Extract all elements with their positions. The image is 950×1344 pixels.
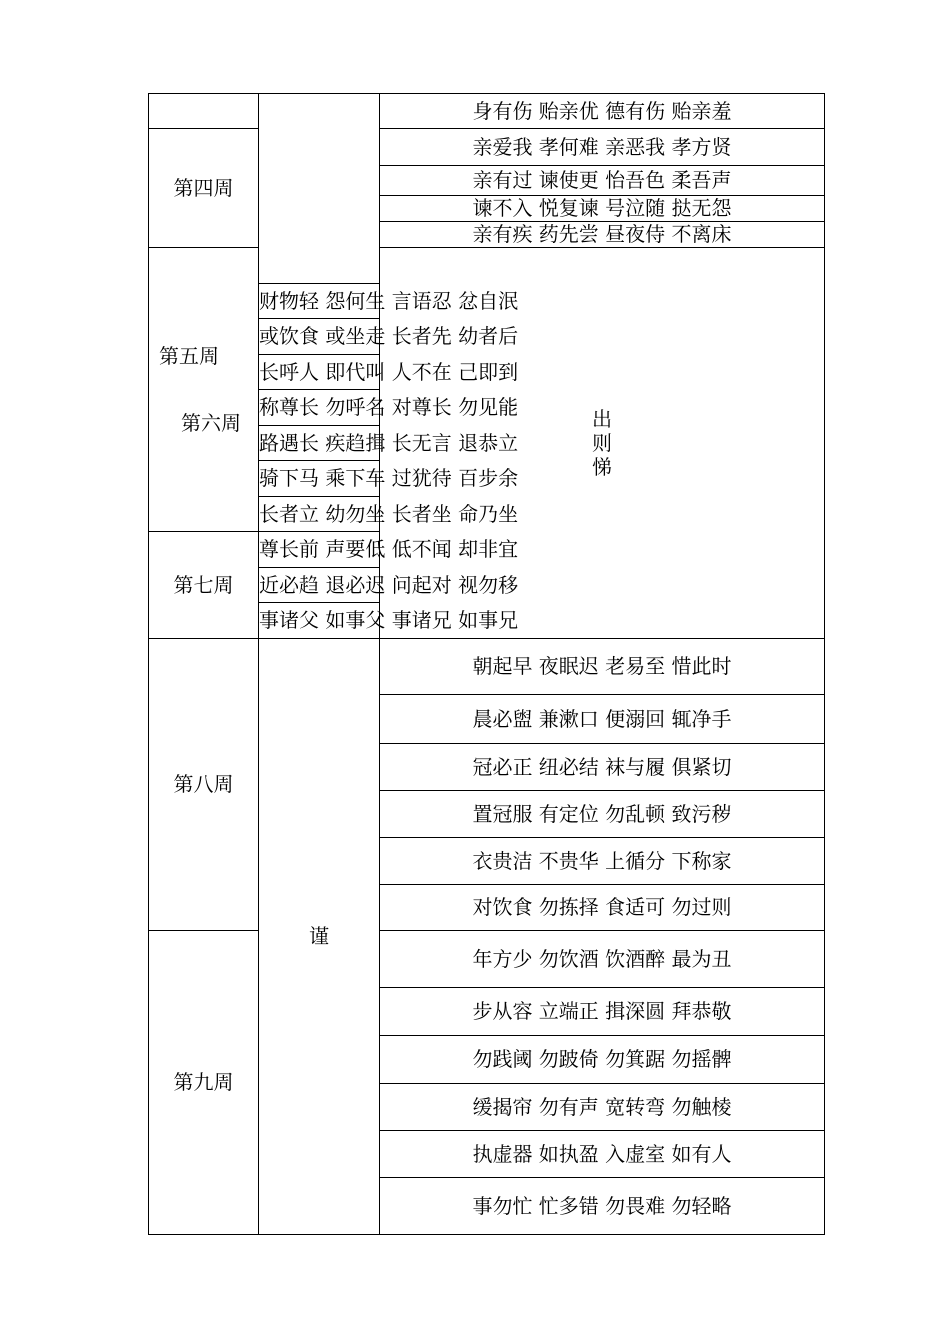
section-char: 出	[592, 407, 612, 431]
section-cell-blank	[259, 94, 380, 284]
verse-cell: 冠必正 纽必结 袜与履 俱紧切	[380, 744, 825, 791]
table-row	[149, 248, 825, 284]
verse-cell: 事诸父 如事父 事诸兄 如事兄	[259, 603, 380, 639]
verse-cell: 身有伤 贻亲优 德有伤 贻亲羞	[380, 94, 825, 129]
verse-cell: 尊长前 声要低 低不闻 却非宜	[259, 532, 380, 568]
verse-cell: 谏不入 悦复谏 号泣随 挞无怨	[380, 196, 825, 222]
verse-cell: 年方少 勿饮酒 饮酒醉 最为丑	[380, 931, 825, 988]
verse-cell: 事勿忙 忙多错 勿畏难 勿轻略	[380, 1178, 825, 1235]
verse-cell: 执虚器 如执盈 入虚室 如有人	[380, 1131, 825, 1178]
verse-cell: 近必趋 退必迟 问起对 视勿移	[259, 568, 380, 603]
verse-cell: 衣贵洁 不贵华 上循分 下称家	[380, 838, 825, 885]
section-char: 悌	[592, 455, 612, 479]
verse-cell: 亲有疾 药先尝 昼夜侍 不离床	[380, 222, 825, 248]
week-cell-blank	[149, 94, 259, 129]
section-char: 则	[592, 431, 612, 455]
table-row	[149, 639, 825, 695]
table-row	[149, 129, 825, 166]
verse-cell: 称尊长 勿呼名 对尊长 勿见能	[259, 390, 380, 426]
verse-cell: 长呼人 即代叫 人不在 己即到	[259, 355, 380, 390]
week-cell-5-6	[149, 248, 259, 532]
verse-cell: 缓揭帘 勿有声 宽转弯 勿触棱	[380, 1084, 825, 1131]
week-cell-9: 第九周	[149, 931, 259, 1235]
week-label-5: 第五周	[159, 343, 219, 368]
verse-cell: 路遇长 疾趋揖 长无言 退恭立	[259, 426, 380, 461]
verse-cell: 亲爱我 孝何难 亲恶我 孝方贤	[380, 129, 825, 166]
verse-cell: 勿践阈 勿跛倚 勿箕踞 勿摇髀	[380, 1036, 825, 1084]
table-row	[149, 94, 825, 129]
verse-cell: 财物轻 怨何生 言语忍 忿自泯	[259, 284, 380, 319]
verse-cell: 对饮食 勿拣择 食适可 勿过则	[380, 885, 825, 931]
verse-cell: 晨必盥 兼漱口 便溺回 辄净手	[380, 695, 825, 744]
week-label-6: 第六周	[181, 410, 241, 435]
verse-cell: 长者立 幼勿坐 长者坐 命乃坐	[259, 497, 380, 532]
week-cell-7: 第七周	[149, 532, 259, 639]
verse-cell: 亲有过 谏使更 怡吾色 柔吾声	[380, 166, 825, 196]
verse-cell: 朝起早 夜眠迟 老易至 惜此时	[380, 639, 825, 695]
table-row	[149, 931, 825, 988]
week-cell-4: 第四周	[149, 129, 259, 248]
verse-cell: 步从容 立端正 揖深圆 拜恭敬	[380, 988, 825, 1036]
week-cell-8: 第八周	[149, 639, 259, 931]
verse-cell: 或饮食 或坐走 长者先 幼者后	[259, 319, 380, 355]
section-cell-jin: 谨	[259, 639, 380, 1235]
verse-cell: 置冠服 有定位 勿乱顿 致污秽	[380, 791, 825, 838]
curriculum-table	[148, 93, 825, 1235]
verse-cell: 骑下马 乘下车 过犹待 百步余	[259, 461, 380, 497]
